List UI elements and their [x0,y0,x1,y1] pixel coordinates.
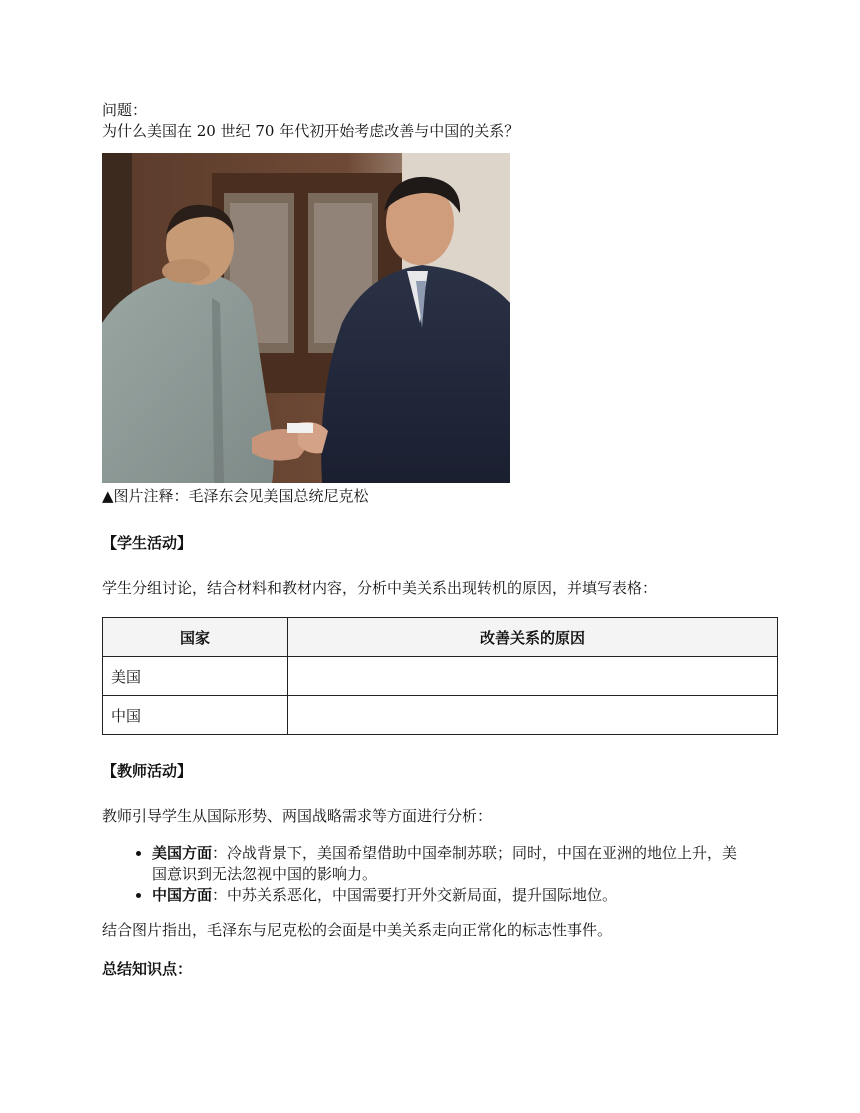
point-text: ：冷战背景下，美国希望借助中国牵制苏联；同时，中国在亚洲的地位上升，美国意识到无法忽视中国的影响力。 [152,844,738,883]
list-item [152,843,742,885]
point-label: 中国方面 [152,886,213,904]
table-header-country: 国家 [103,618,288,657]
list-item [152,885,742,906]
question-text: 为什么美国在 20 世纪 70 年代初开始考虑改善与中国的关系？ [102,122,520,140]
student-activity-heading: 【学生活动】 [102,534,193,552]
table-header-reason: 改善关系的原因 [288,618,778,657]
photo-caption: ▲图片注释：毛泽东会见美国总统尼克松 [102,487,369,505]
reasons-table [102,617,778,735]
table-cell-reason[interactable] [288,696,778,735]
table-cell-reason[interactable] [288,657,778,696]
table-cell-country: 中国 [103,696,288,735]
document-page [102,100,778,995]
mao-nixon-photo [102,153,510,483]
table-row [103,657,778,696]
teacher-activity-heading: 【教师活动】 [102,762,193,780]
analysis-points [102,843,778,906]
point-text: ：中苏关系恶化，中国需要打开外交新局面，提升国际地位。 [212,886,618,904]
table-row [103,696,778,735]
student-activity-instruction: 学生分组讨论，结合材料和教材内容，分析中美关系出现转机的原因，并填写表格： [102,579,658,597]
summary-heading: 总结知识点： [102,960,193,978]
teacher-activity-intro: 教师引导学生从国际形势、两国战略需求等方面进行分析： [102,807,493,825]
point-label: 美国方面 [152,844,213,862]
table-cell-country: 美国 [103,657,288,696]
table-header-row [103,618,778,657]
question-label: 问题： [102,101,148,119]
teacher-conclusion: 结合图片指出，毛泽东与尼克松的会面是中美关系走向正常化的标志性事件。 [102,921,613,939]
